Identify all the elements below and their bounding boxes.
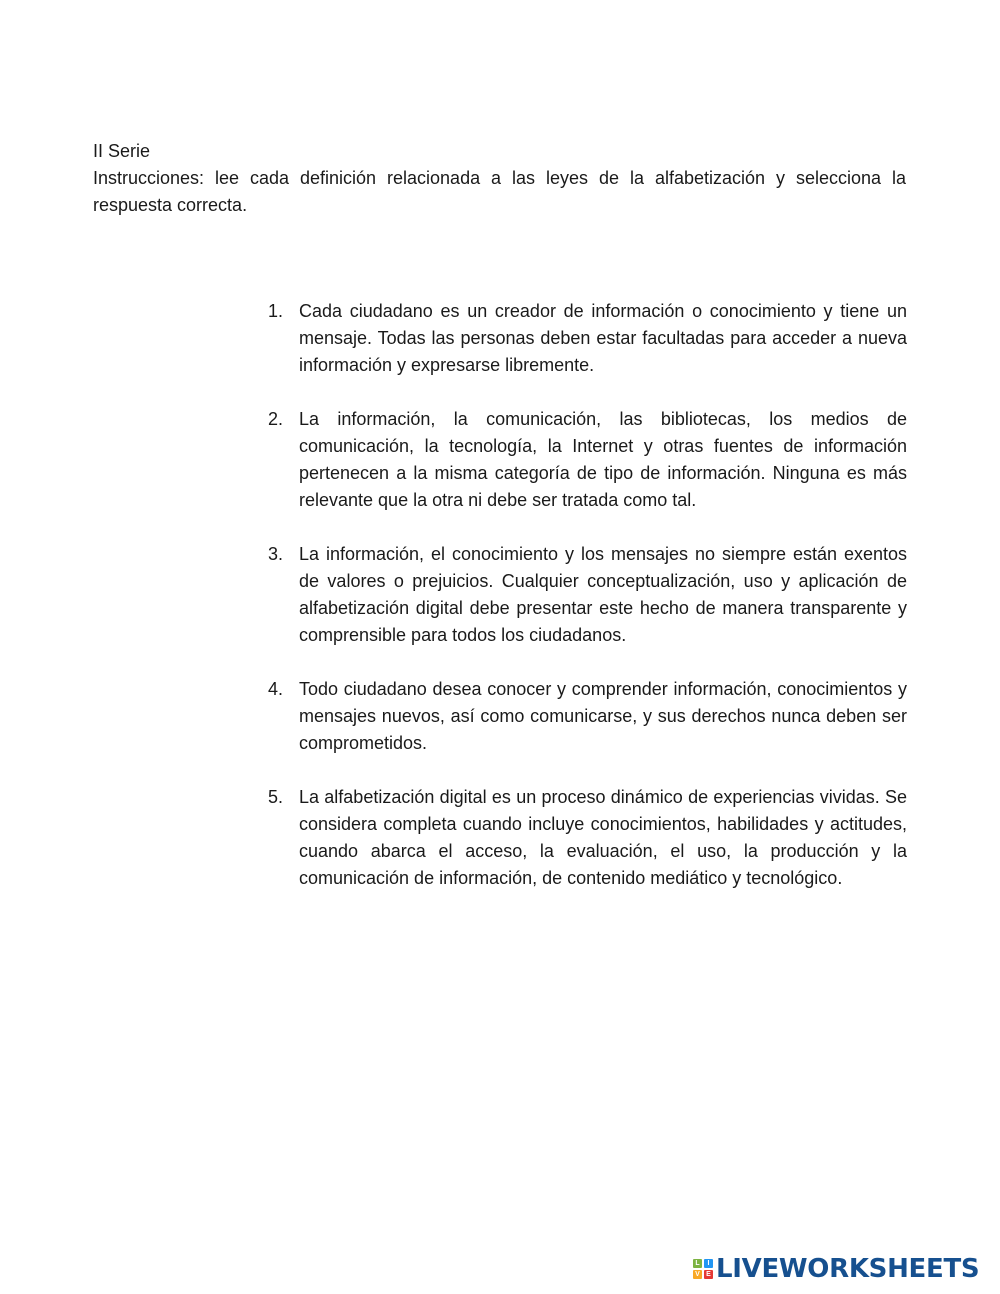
question-text: Cada ciudadano es un creador de información o conocimiento y tiene un mensaje. Todas las personas deben estar facultadas para acceder a nueva información y expresarse libremente.	[299, 301, 907, 375]
question-item	[262, 406, 907, 514]
liveworksheets-logo	[693, 1254, 979, 1284]
logo-wordmark: LIVEWORKSHEETS	[716, 1254, 980, 1284]
logo-letter-v: V	[693, 1270, 702, 1279]
question-number: 5.	[268, 787, 284, 807]
question-item	[262, 541, 907, 649]
question-item	[262, 676, 907, 757]
question-number: 2.	[268, 409, 284, 429]
question-text: La información, el conocimiento y los mensajes no siempre están exentos de valores o prejuicios. Cualquier conceptualización, uso y aplicación de alfabetización digital debe presentar este hecho de manera transparente y comprensible para todos los ciudadanos.	[299, 544, 907, 645]
logo-letter-e: E	[704, 1270, 713, 1279]
logo-letter-l: L	[693, 1259, 702, 1268]
question-text: Todo ciudadano desea conocer y comprender información, conocimientos y mensajes nuevos, así como comunicarse, y sus derechos nunca deben ser comprometidos.	[299, 679, 907, 753]
worksheet-header	[93, 138, 906, 219]
question-item	[262, 298, 907, 379]
instructions-text: Instrucciones: lee cada definición relacionada a las leyes de la alfabetización y selecciona la respuesta correcta.	[93, 168, 906, 215]
question-number: 1.	[268, 301, 284, 321]
liveworksheets-logo-icon	[693, 1259, 713, 1279]
question-number: 3.	[268, 544, 284, 564]
question-list	[262, 298, 907, 919]
question-text: La alfabetización digital es un proceso dinámico de experiencias vividas. Se considera completa cuando incluye conocimientos, habilidades y actitudes, cuando abarca el acceso, la evaluación, el uso, la producción y la comunicación de información, de contenido mediático y tecnológico.	[299, 787, 907, 888]
question-number: 4.	[268, 679, 284, 699]
series-title: II Serie	[93, 141, 151, 161]
question-item	[262, 784, 907, 892]
logo-letter-i: I	[704, 1259, 713, 1268]
question-text: La información, la comunicación, las bibliotecas, los medios de comunicación, la tecnología, la Internet y otras fuentes de información pertenecen a la misma categoría de tipo de información. Ninguna es más relevante que la otra ni debe ser tratada como tal.	[299, 409, 907, 510]
